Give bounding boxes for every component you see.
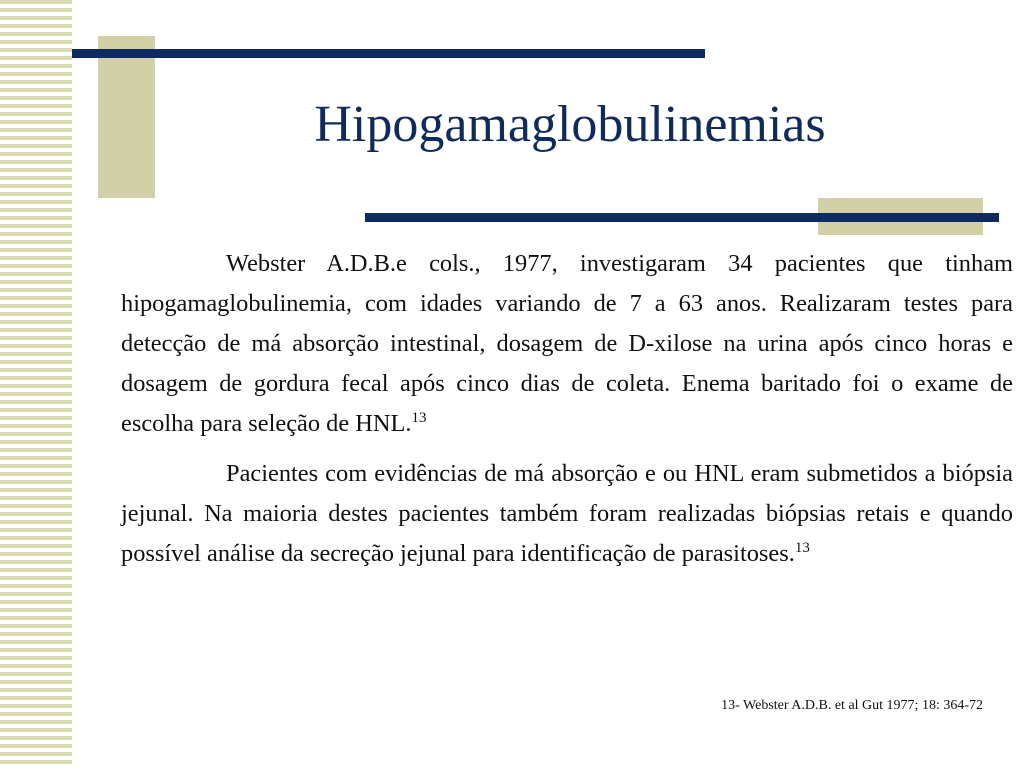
citation-superscript: 13 xyxy=(794,540,810,556)
decorative-stripes xyxy=(0,0,72,768)
body-paragraph-1 xyxy=(121,244,1013,444)
decorative-tan-block-top xyxy=(98,36,155,198)
paragraph-text: Webster A.D.B.e cols., 1977, investigaram 34 pacientes que tinham hipogamaglobulinemia, com idades variando de 7 a 63 anos. Realizaram testes para detecção de má absorção intestinal, dosagem de D-xilose na urina após cinco horas e dosagem de gordura fecal após cinco dias de coleta. Enema baritado foi o exame de escolha para seleção de HNL. xyxy=(121,250,1013,437)
body-paragraph-2 xyxy=(121,454,1013,574)
paragraph-text: Pacientes com evidências de má absorção e ou HNL eram submetidos a biópsia jejunal. Na maioria destes pacientes também foram realizadas biópsias retais e quando possível análise da secreção jejunal para identificação de parasitoses. xyxy=(121,460,1013,567)
footnote-reference: 13- Webster A.D.B. et al Gut 1977; 18: 364-72 xyxy=(721,698,983,713)
citation-superscript: 13 xyxy=(411,410,427,426)
slide-body xyxy=(121,244,1013,584)
decorative-navy-bar-bottom xyxy=(365,213,999,222)
decorative-navy-bar-top xyxy=(72,49,705,58)
slide-title: Hipogamaglobulinemias xyxy=(314,96,826,153)
